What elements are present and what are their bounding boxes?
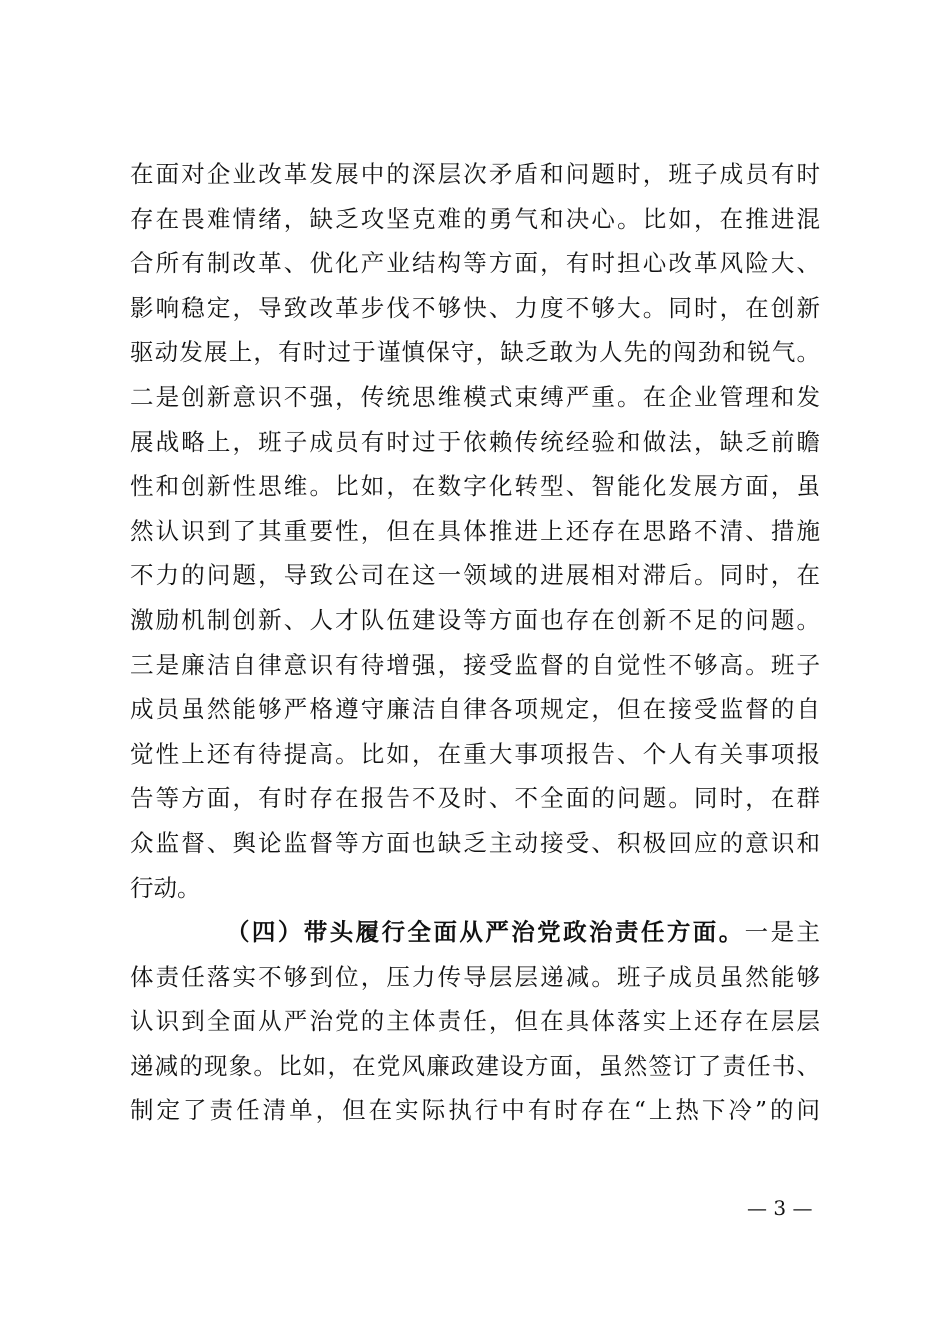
- text-line: 告等方面，有时存在报告不及时、不全面的问题。同时，在群: [130, 784, 820, 813]
- text-line: 性和创新性思维。比如，在数字化转型、智能化发展方面，虽: [130, 472, 820, 501]
- section-heading: （四）带头履行全面从严治党政治责任方面。: [226, 918, 745, 947]
- section-heading-rest: 一是主: [744, 918, 821, 947]
- text-line: 二是创新意识不强，传统思维模式束缚严重。在企业管理和发: [130, 382, 820, 411]
- text-line: 影响稳定，导致改革步伐不够快、力度不够大。同时，在创新: [130, 293, 820, 322]
- text-line: 觉性上还有待提高。比如，在重大事项报告、个人有关事项报: [130, 739, 820, 768]
- text-line: 认识到全面从严治党的主体责任，但在具体落实上还存在层层: [130, 1007, 820, 1036]
- text-line: 不力的问题，导致公司在这一领域的进展相对滞后。同时，在: [130, 561, 820, 590]
- text-line: 然认识到了其重要性，但在具体推进上还存在思路不清、措施: [130, 516, 820, 545]
- section-heading-line: [130, 910, 820, 955]
- text-line: 行动。: [130, 873, 201, 902]
- text-line: 存在畏难情绪，缺乏攻坚克难的勇气和决心。比如，在推进混: [130, 204, 820, 233]
- text-line: 在面对企业改革发展中的深层次矛盾和问题时，班子成员有时: [130, 160, 820, 188]
- text-line: 制定了责任清单，但在实际执行中有时存在“上热下冷”的问: [130, 1096, 820, 1125]
- text-line: 驱动发展上，有时过于谨慎保守，缺乏敢为人先的闯劲和锐气。: [130, 338, 820, 367]
- page-number: — 3 —: [747, 1196, 813, 1220]
- text-line: 众监督、舆论监督等方面也缺乏主动接受、积极回应的意识和: [130, 828, 820, 857]
- text-line: 合所有制改革、优化产业结构等方面，有时担心改革风险大、: [130, 249, 820, 278]
- text-line: 展战略上，班子成员有时过于依赖传统经验和做法，缺乏前瞻: [130, 427, 820, 456]
- text-line: 激励机制创新、人才队伍建设等方面也存在创新不足的问题。: [130, 605, 820, 634]
- body-text: [130, 152, 820, 1133]
- text-line: 体责任落实不够到位，压力传导层层递减。班子成员虽然能够: [130, 962, 820, 991]
- text-line: 递减的现象。比如，在党风廉政建设方面，虽然签订了责任书、: [130, 1051, 820, 1080]
- text-line: 成员虽然能够严格遵守廉洁自律各项规定，但在接受监督的自: [130, 695, 820, 724]
- text-line: 三是廉洁自律意识有待增强，接受监督的自觉性不够高。班子: [130, 650, 820, 679]
